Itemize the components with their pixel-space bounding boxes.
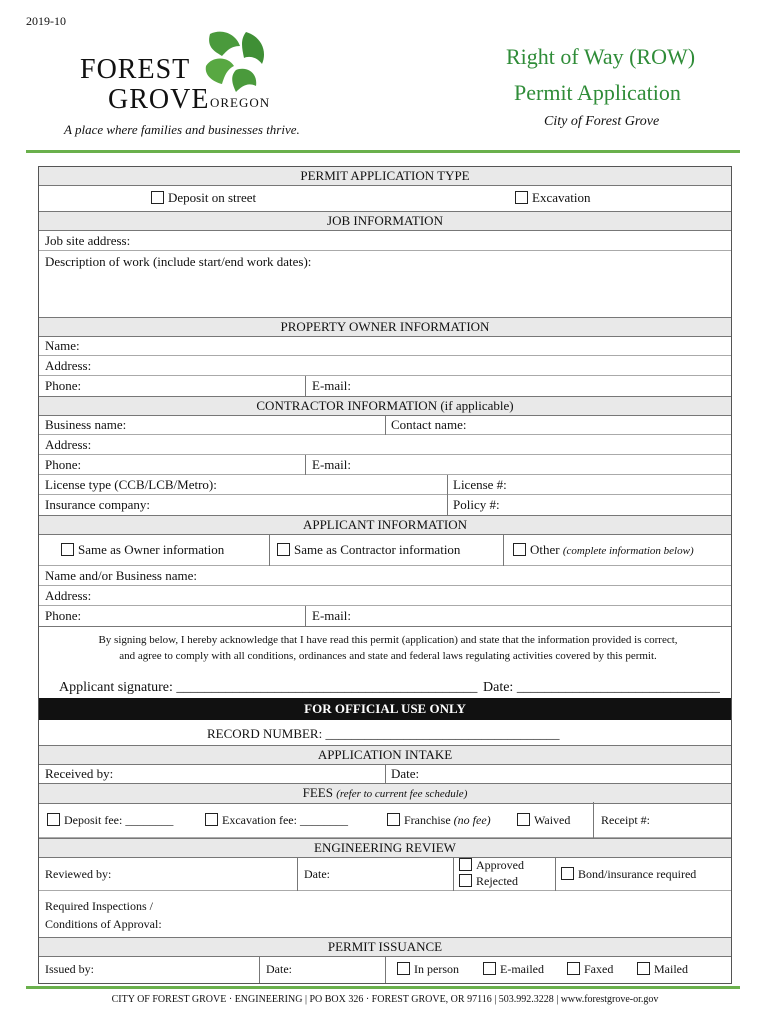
- intake-row: [39, 764, 731, 784]
- waived-label: Waived: [534, 813, 571, 827]
- applicant-options-row: [39, 534, 731, 566]
- issuance-date-label[interactable]: Date:: [266, 962, 292, 976]
- job-address-field[interactable]: [39, 230, 731, 251]
- page-title: Right of Way (ROW): [506, 44, 696, 69]
- permit-form: [38, 166, 732, 984]
- applicant-address-label: Address:: [45, 588, 92, 603]
- contractor-license-row: [39, 475, 731, 495]
- contractor-insurance-row: [39, 495, 731, 515]
- option-same-as-owner[interactable]: [61, 541, 224, 559]
- checkbox-rejected[interactable]: [459, 874, 472, 887]
- engineering-row: [39, 857, 731, 891]
- same-as-owner-label: Same as Owner information: [78, 542, 225, 557]
- contractor-business-label[interactable]: Business name:: [45, 417, 127, 432]
- oak-leaf-icon: [196, 26, 276, 98]
- fees-row: [39, 802, 731, 838]
- license-number-label[interactable]: License #:: [453, 477, 507, 492]
- record-number-row[interactable]: [39, 720, 731, 746]
- option-deposit-fee[interactable]: [47, 811, 173, 829]
- contractor-name-row: [39, 415, 731, 435]
- intake-date-label[interactable]: Date:: [391, 766, 420, 781]
- policy-number-label[interactable]: Policy #:: [453, 497, 500, 512]
- acknowledgement-text: [55, 632, 721, 664]
- divider: [269, 534, 270, 566]
- review-date-label[interactable]: Date:: [304, 867, 330, 881]
- divider: [305, 455, 306, 475]
- acknowledgement-line-1: By signing below, I hereby acknowledge that I have read this permit (application) and state that the information provided is correct,: [98, 634, 678, 646]
- faxed-label: Faxed: [584, 962, 614, 976]
- option-bond-required[interactable]: [561, 865, 696, 883]
- checkbox-franchise[interactable]: [387, 813, 400, 826]
- checkbox-emailed[interactable]: [483, 962, 496, 975]
- applicant-name-field[interactable]: [39, 566, 731, 586]
- divider: [259, 956, 260, 983]
- section-header-issuance: PERMIT ISSUANCE: [39, 937, 731, 957]
- applicant-signature-field[interactable]: Applicant signature: ___________________________________________: [59, 680, 478, 695]
- fees-title: FEES: [302, 785, 333, 800]
- checkbox-other[interactable]: [513, 543, 526, 556]
- received-by-label[interactable]: Received by:: [45, 766, 114, 781]
- option-excavation-label: Excavation: [532, 190, 591, 205]
- other-note: (complete information below): [562, 545, 694, 557]
- insurance-company-label[interactable]: Insurance company:: [45, 497, 151, 512]
- contractor-email-label[interactable]: E-mail:: [312, 457, 351, 472]
- divider: [555, 857, 556, 891]
- option-other[interactable]: [513, 541, 694, 560]
- divider: [305, 376, 306, 396]
- owner-name-label: Name:: [45, 338, 80, 353]
- license-type-label[interactable]: License type (CCB/LCB/Metro):: [45, 477, 217, 492]
- option-same-as-contractor[interactable]: [277, 541, 460, 559]
- franchise-label: Franchise: [404, 813, 451, 827]
- bond-required-label: Bond/insurance required: [578, 867, 697, 881]
- signature-date-field[interactable]: Date: _____________________________: [483, 680, 720, 695]
- inspections-label-2: Conditions of Approval:: [45, 917, 162, 931]
- contractor-address-field[interactable]: [39, 435, 731, 455]
- job-address-label: Job site address:: [45, 233, 131, 248]
- excavation-fee-label: Excavation fee: ________: [222, 813, 348, 827]
- logo-text-forest: FOREST: [80, 54, 191, 85]
- divider: [385, 956, 386, 983]
- inspections-label-1: Required Inspections /: [45, 899, 153, 913]
- emailed-label: E-mailed: [500, 962, 544, 976]
- option-excavation[interactable]: [515, 189, 590, 207]
- franchise-note: (no fee): [453, 813, 491, 827]
- deposit-fee-label: Deposit fee: ________: [64, 813, 174, 827]
- checkbox-approved[interactable]: [459, 858, 472, 871]
- contractor-contact-row: [39, 455, 731, 475]
- contractor-phone-label[interactable]: Phone:: [45, 457, 82, 472]
- option-deposit-label: Deposit on street: [168, 190, 257, 205]
- divider: [385, 415, 386, 435]
- approved-label: Approved: [476, 858, 524, 872]
- owner-contact-row: [39, 376, 731, 396]
- other-label: Other: [530, 542, 560, 557]
- checkbox-excavation-fee[interactable]: [205, 813, 218, 826]
- checkbox-same-as-owner[interactable]: [61, 543, 74, 556]
- issued-by-label[interactable]: Issued by:: [45, 962, 94, 976]
- option-mailed[interactable]: [637, 960, 688, 978]
- option-in-person[interactable]: [397, 960, 459, 978]
- checkbox-in-person[interactable]: [397, 962, 410, 975]
- tagline: A place where families and businesses thrive.: [64, 122, 300, 137]
- section-header-applicant: APPLICANT INFORMATION: [39, 515, 731, 535]
- divider: [593, 802, 594, 838]
- city-name: City of Forest Grove: [544, 114, 660, 129]
- section-header-engineering: ENGINEERING REVIEW: [39, 838, 731, 858]
- job-description-label: Description of work (include start/end work dates):: [45, 254, 312, 269]
- owner-name-field[interactable]: [39, 336, 731, 356]
- option-approved[interactable]: [459, 857, 524, 873]
- section-header-intake: APPLICATION INTAKE: [39, 745, 731, 765]
- page-subtitle: Permit Application: [514, 80, 681, 105]
- document-date: 2019-10: [26, 14, 66, 28]
- logo-text-oregon: OREGON: [210, 95, 271, 110]
- applicant-phone-label[interactable]: Phone:: [45, 608, 82, 623]
- divider: [305, 606, 306, 626]
- fees-note: (refer to current fee schedule): [336, 788, 468, 800]
- receipt-number-label[interactable]: Receipt #:: [601, 813, 650, 827]
- divider: [297, 857, 298, 891]
- section-header-fees: [39, 783, 731, 804]
- mailed-label: Mailed: [654, 962, 688, 976]
- inspections-field[interactable]: [39, 891, 731, 937]
- owner-email-label[interactable]: E-mail:: [312, 378, 351, 393]
- divider: [503, 534, 504, 566]
- footer-text: CITY OF FOREST GROVE · ENGINEERING | PO BOX 326 · FOREST GROVE, OR 97116 | 503.992.3228 | www.forestgrove-or.gov: [111, 994, 659, 1005]
- option-deposit-on-street[interactable]: [151, 189, 256, 207]
- checkbox-mailed[interactable]: [637, 962, 650, 975]
- applicant-name-label: Name and/or Business name:: [45, 568, 197, 583]
- applicant-contact-row: [39, 606, 731, 627]
- in-person-label: In person: [414, 962, 459, 976]
- checkbox-faxed[interactable]: [567, 962, 580, 975]
- option-faxed[interactable]: [567, 960, 613, 978]
- section-header-owner: PROPERTY OWNER INFORMATION: [39, 317, 731, 337]
- section-header-contractor: CONTRACTOR INFORMATION (if applicable): [39, 396, 731, 416]
- option-excavation-fee[interactable]: [205, 811, 348, 829]
- owner-address-field[interactable]: [39, 356, 731, 376]
- option-franchise[interactable]: [387, 811, 491, 829]
- acknowledgement-line-2: and agree to comply with all conditions, ordinances and state and federal laws regulating activities covered by this permit.: [119, 650, 657, 662]
- job-description-field[interactable]: [39, 251, 731, 317]
- header-divider: [26, 150, 740, 153]
- checkbox-excavation[interactable]: [515, 191, 528, 204]
- checkbox-waived[interactable]: [517, 813, 530, 826]
- section-header-permit-type: PERMIT APPLICATION TYPE: [39, 167, 731, 186]
- divider: [453, 857, 454, 891]
- owner-address-label: Address:: [45, 358, 92, 373]
- checkbox-bond-required[interactable]: [561, 867, 574, 880]
- logo-text-grove: GROVE: [108, 84, 210, 115]
- option-rejected[interactable]: [459, 873, 518, 889]
- option-waived[interactable]: [517, 811, 570, 829]
- owner-phone-label[interactable]: Phone:: [45, 378, 82, 393]
- record-number-label: RECORD NUMBER: ____________________________________: [207, 726, 560, 741]
- issuance-row: [39, 956, 731, 983]
- section-header-official: FOR OFFICIAL USE ONLY: [39, 698, 731, 720]
- checkbox-deposit-on-street[interactable]: [151, 191, 164, 204]
- contractor-address-label: Address:: [45, 437, 92, 452]
- checkbox-same-as-contractor[interactable]: [277, 543, 290, 556]
- section-header-job: JOB INFORMATION: [39, 211, 731, 231]
- applicant-address-field[interactable]: [39, 586, 731, 606]
- option-emailed[interactable]: [483, 960, 544, 978]
- checkbox-deposit-fee[interactable]: [47, 813, 60, 826]
- contractor-contact-label[interactable]: Contact name:: [391, 417, 467, 432]
- applicant-email-label[interactable]: E-mail:: [312, 608, 351, 623]
- rejected-label: Rejected: [476, 874, 518, 888]
- footer-divider: [26, 986, 740, 989]
- reviewed-by-label[interactable]: Reviewed by:: [45, 867, 112, 881]
- divider: [385, 764, 386, 784]
- same-as-contractor-label: Same as Contractor information: [294, 542, 461, 557]
